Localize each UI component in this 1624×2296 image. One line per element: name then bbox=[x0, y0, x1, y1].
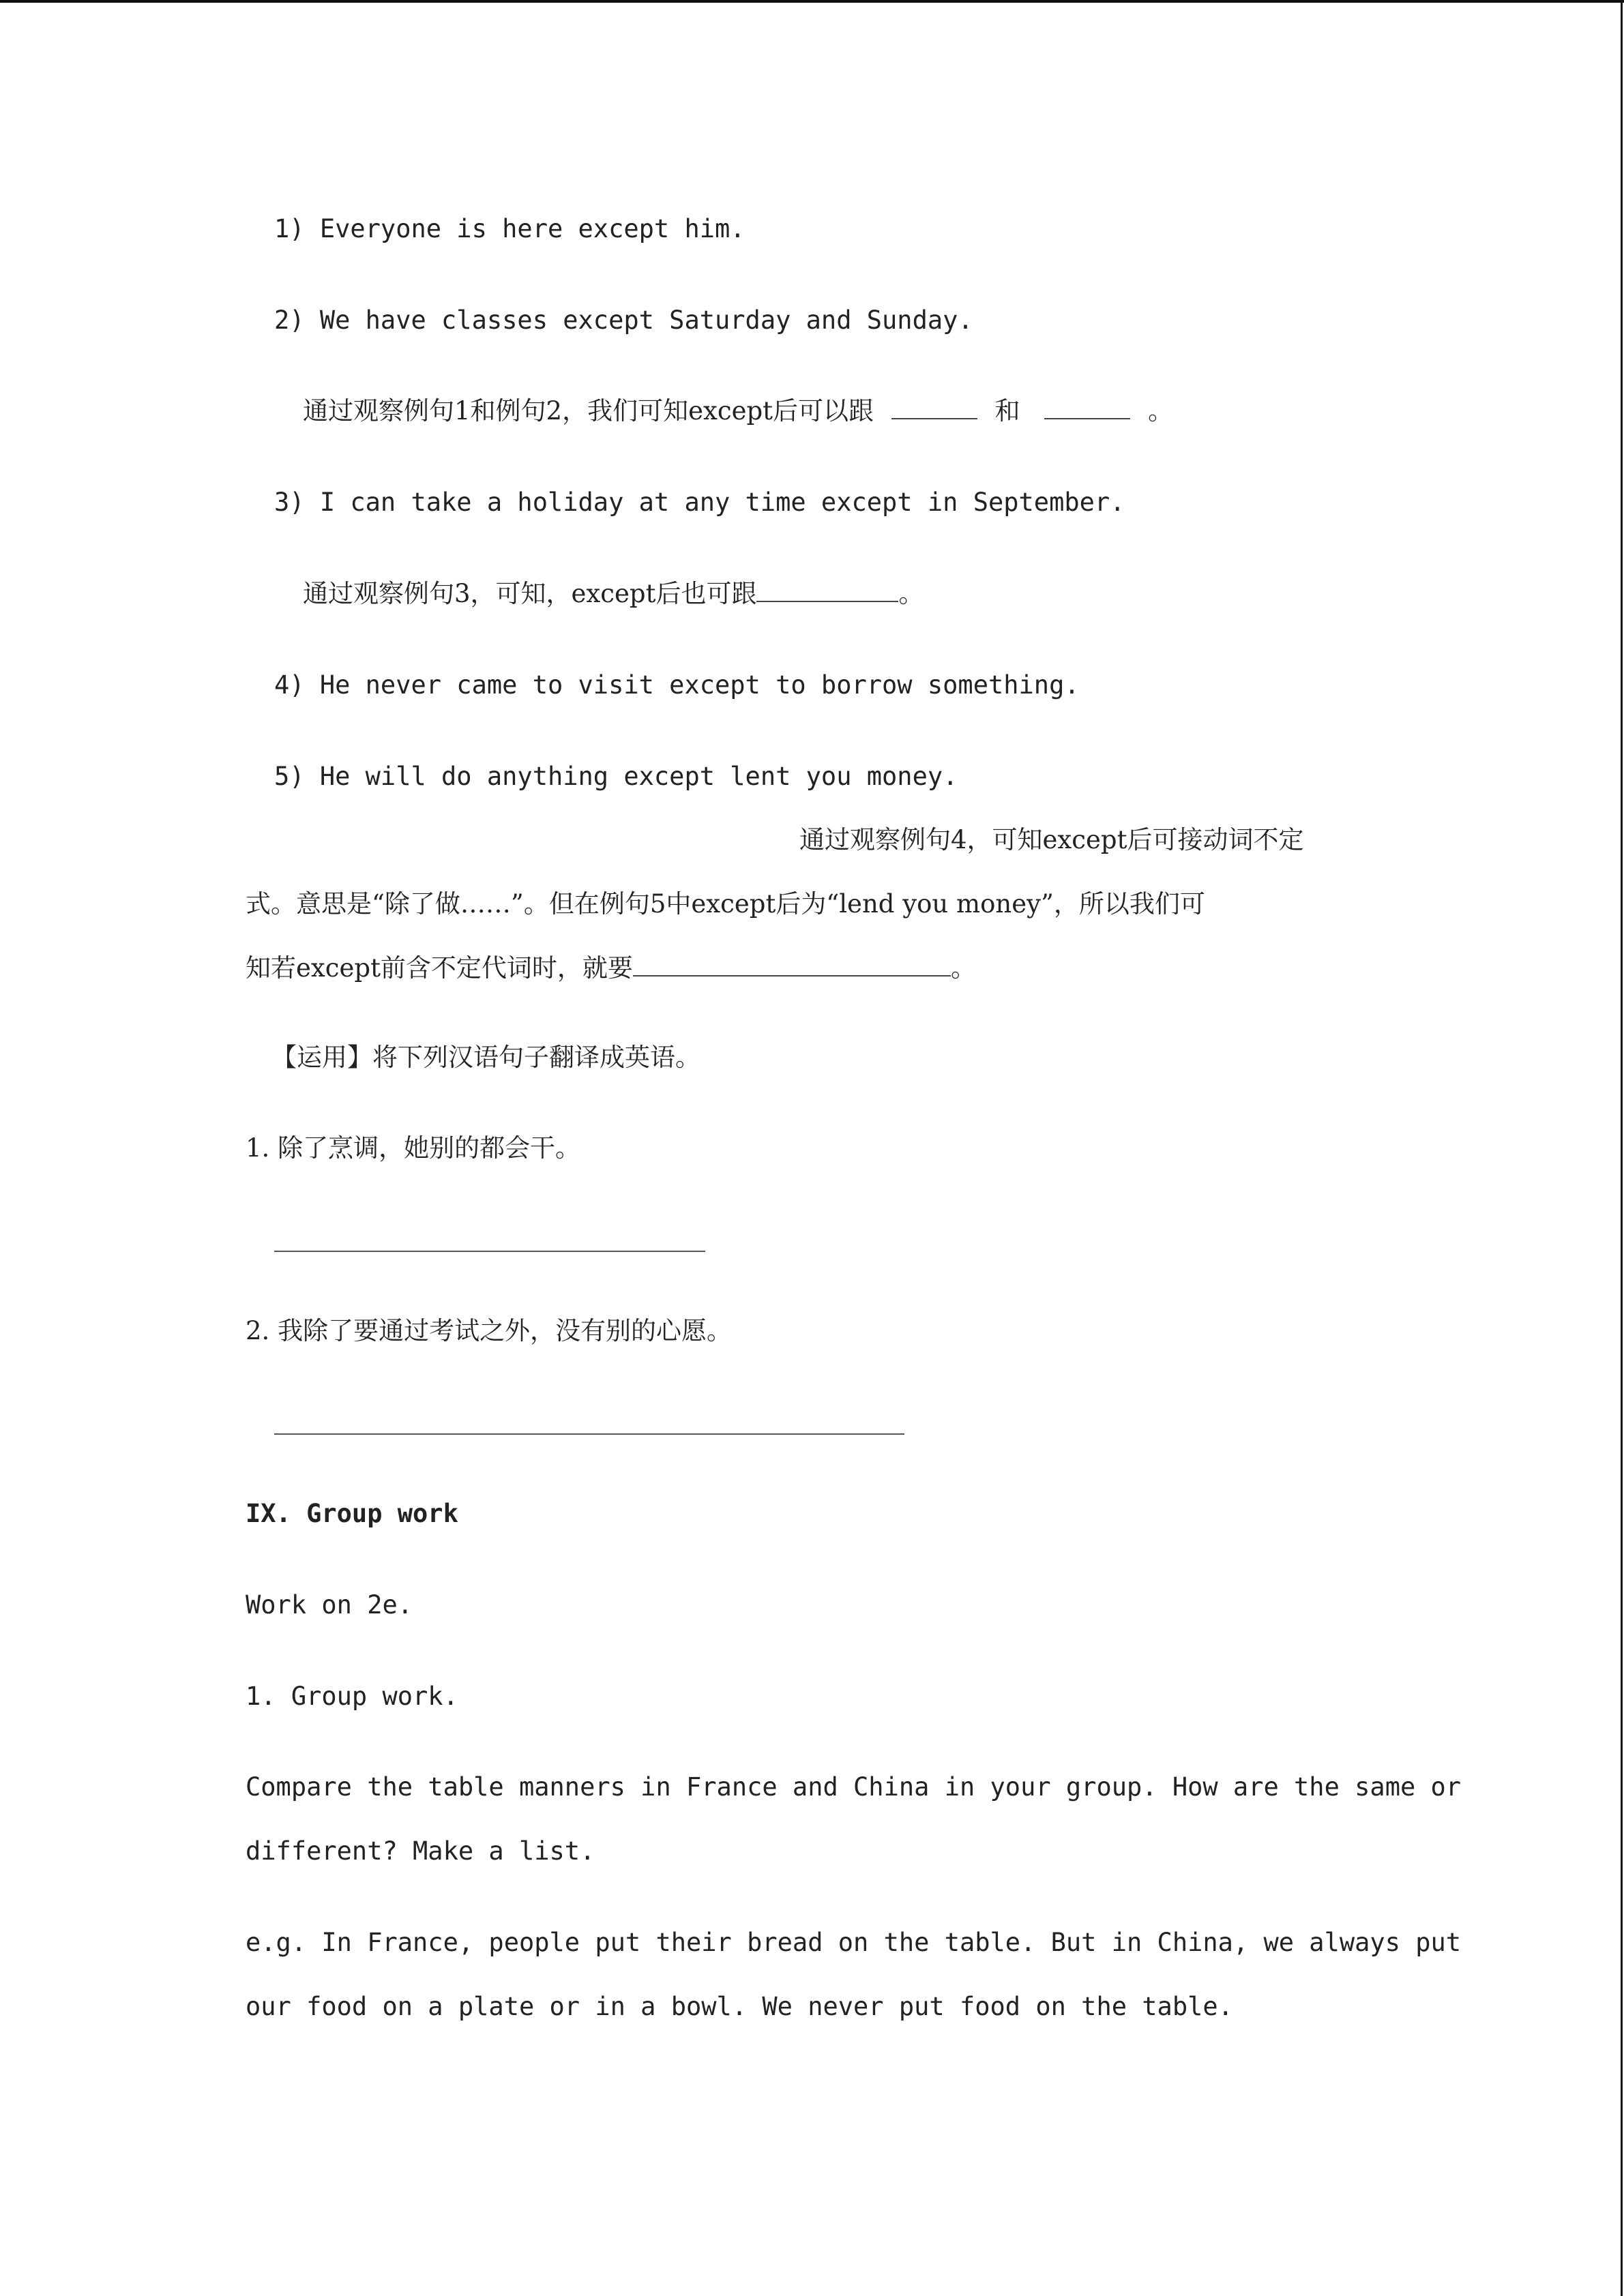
observation-3-line-3 bbox=[246, 951, 976, 986]
observation-1 bbox=[303, 393, 1173, 429]
group-work-example-line-1: e.g. In France, people put their bread on the table. But in China, we always put bbox=[246, 1928, 1462, 1957]
example-sentence-1: 1) Everyone is here except him. bbox=[274, 214, 745, 243]
observation-2 bbox=[303, 576, 924, 612]
example-sentence-5: 5) He will do anything except lent you money. bbox=[274, 762, 958, 791]
answer-line-2[interactable] bbox=[274, 1433, 904, 1435]
application-heading: 【运用】将下列汉语句子翻译成英语。 bbox=[271, 1043, 700, 1072]
answer-line-1[interactable] bbox=[274, 1251, 705, 1252]
example-sentence-2: 2) We have classes except Saturday and Sunday. bbox=[274, 305, 973, 335]
example-sentence-4: 4) He never came to visit except to borrow something. bbox=[274, 670, 1080, 700]
group-work-task: 1. Group work. bbox=[246, 1682, 458, 1711]
group-work-example-line-2: our food on a plate or in a bowl. We never put food on the table. bbox=[246, 1992, 1233, 2021]
page-top-border bbox=[0, 0, 1624, 3]
group-work-instruction-line-1: Compare the table manners in France and China in your group. How are the same or bbox=[246, 1772, 1462, 1802]
page-right-border bbox=[1621, 0, 1623, 2296]
fill-blank-4[interactable] bbox=[633, 952, 951, 976]
translation-item-1: 1. 除了烹调，她别的都会干。 bbox=[246, 1133, 581, 1163]
fill-blank-2[interactable] bbox=[1044, 395, 1130, 419]
observation-1-text: 通过观察例句1和例句2，我们可知except后可以跟 bbox=[303, 396, 874, 426]
example-sentence-3: 3) I can take a holiday at any time except in September. bbox=[274, 488, 1125, 517]
fill-blank-1[interactable] bbox=[891, 395, 977, 419]
observation-1-end: 。 bbox=[1148, 396, 1174, 426]
translation-item-2: 2. 我除了要通过考试之外，没有别的心愿。 bbox=[246, 1316, 733, 1345]
observation-2-end: 。 bbox=[898, 579, 924, 608]
group-work-instruction-line-2: different? Make a list. bbox=[246, 1836, 595, 1866]
observation-3-text: 知若except前含不定代词时，就要 bbox=[246, 953, 633, 983]
observation-3-line-2: 式。意思是“除了做……”。但在例句5中except后为“lend you money”，所以我们可 bbox=[246, 889, 1205, 919]
group-work-heading: IX. Group work bbox=[246, 1499, 458, 1528]
observation-3-line-1: 通过观察例句4，可知except后可接动词不定 bbox=[799, 825, 1304, 854]
observation-3-end: 。 bbox=[950, 953, 976, 983]
fill-blank-3[interactable] bbox=[756, 578, 898, 602]
observation-2-text: 通过观察例句3，可知，except后也可跟 bbox=[303, 579, 757, 608]
group-work-intro: Work on 2e. bbox=[246, 1590, 413, 1620]
observation-1-conjunction: 和 bbox=[994, 396, 1020, 426]
